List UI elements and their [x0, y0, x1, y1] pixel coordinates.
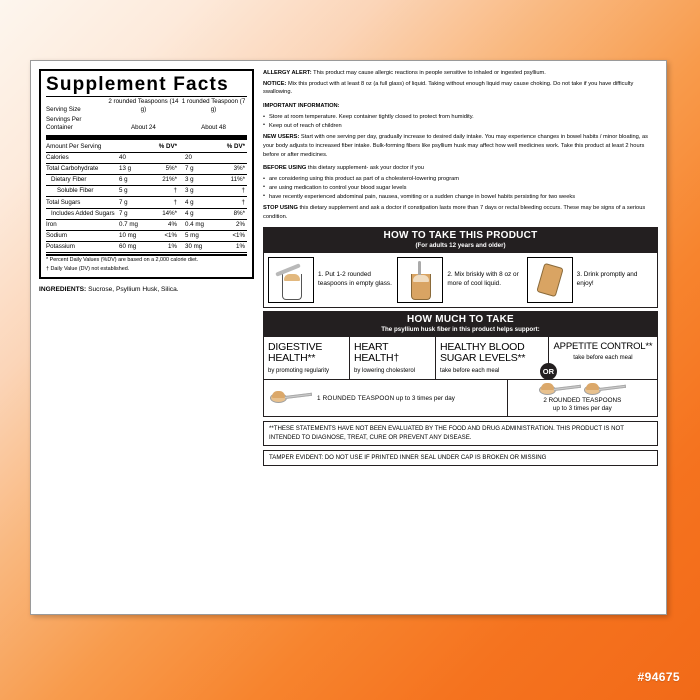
nutrient-dv-col1: 1%: [151, 241, 181, 252]
dv-header-2: % DV*: [217, 142, 247, 153]
step-1: [268, 257, 394, 303]
product-id: #94675: [637, 670, 680, 684]
servings-per-container-label: Servings Per Container: [46, 116, 82, 131]
benefit-2-title: HEALTHY BLOOD SUGAR LEVELS**: [439, 340, 526, 365]
double-spoon-icon: [539, 384, 626, 396]
right-column: [263, 69, 658, 606]
allergy-alert: [263, 69, 658, 78]
table-row: [46, 197, 247, 208]
table-row: [46, 152, 247, 163]
nutrient-amount-col2: 3 g: [181, 186, 217, 197]
notice-body: Mix this product with at least 8 oz (a full glass) of liquid. Taking without enough liquid may cause choking. Do not take if you have difficulty swallowing.: [263, 80, 634, 96]
spoon-icon: [270, 392, 312, 404]
new-users-head: NEW USERS:: [263, 134, 300, 141]
ingredients-line: [39, 286, 254, 293]
benefits-row: [263, 337, 658, 381]
serving-size-label: Serving Size: [46, 105, 81, 113]
step-3: [527, 257, 653, 303]
allergy-alert-head: ALLERGY ALERT:: [263, 70, 312, 76]
serving-size-col2: 1 rounded Teaspoon (7 g): [181, 98, 246, 113]
nutrient-dv-col2: [217, 152, 247, 163]
nutrient-dv-col2: 3%*: [217, 164, 247, 175]
benefit-0-sub: by promoting regularity: [268, 367, 330, 374]
nutrient-amount-col1: 6 g: [115, 175, 151, 186]
spoon-icon: [584, 384, 626, 396]
table-row: [46, 241, 247, 252]
dosage-single-rest: up to 3 times per day: [394, 394, 455, 402]
nutrient-name: Total Carbohydrate: [46, 164, 115, 175]
nutrient-dv-col1: 21%*: [151, 175, 181, 186]
benefit-healthy-blood-sugar: [436, 337, 555, 380]
table-row: [46, 164, 247, 175]
benefit-1-sub: by lowering cholesterol: [353, 367, 416, 374]
table-header-row: [46, 142, 247, 153]
dosage-single: [264, 380, 508, 416]
step-1-illustration-icon: [268, 257, 314, 303]
tamper-evident-notice: TAMPER EVIDENT: DO NOT USE IF PRINTED INNER SEAL UNDER CAP IS BROKEN OR MISSING: [263, 450, 658, 466]
supplement-label: [30, 60, 667, 615]
warnings-block: [263, 69, 658, 224]
nutrient-name: Sodium: [46, 230, 115, 241]
nutrition-table: [46, 142, 247, 253]
benefit-3-title: APPETITE CONTROL**: [553, 340, 653, 352]
important-information-bullet: • Keep out of reach of children: [263, 122, 658, 131]
step-2-text: 2. Mix briskly with 8 oz or more of cool liquid.: [447, 271, 519, 287]
nutrient-dv-col1: 5%*: [151, 164, 181, 175]
new-users: [263, 133, 658, 159]
important-information-bullet: • Store at room temperature. Keep container tightly closed to protect from humidity.: [263, 113, 658, 122]
nutrient-name: Dietary Fiber: [46, 175, 115, 186]
nutrient-amount-col2: 20: [181, 152, 217, 163]
nutrient-dv-col1: †: [151, 186, 181, 197]
nutrient-amount-col2: 3 g: [181, 175, 217, 186]
left-column: [39, 69, 254, 606]
nutrient-amount-col2: 0.4 mg: [181, 219, 217, 230]
table-row: [46, 186, 247, 197]
benefit-2-sub: take before each meal: [439, 367, 500, 374]
benefit-1-title: HEART HEALTH†: [353, 340, 400, 365]
serving-size-col1: 2 rounded Teaspoons (14 g): [108, 98, 179, 113]
how-much-to-take-subtitle: The psyllium husk fiber in this product helps support:: [381, 325, 540, 333]
nutrient-dv-col1: <1%: [151, 230, 181, 241]
dosage-row: [263, 380, 658, 417]
stop-using-head: STOP USING: [263, 205, 298, 212]
nutrient-amount-col1: 7 g: [115, 208, 151, 219]
nutrient-amount-col2: 7 g: [181, 164, 217, 175]
step-1-text: 1. Put 1-2 rounded teaspoons in empty glass.: [318, 271, 392, 287]
how-to-take-header: [263, 227, 658, 253]
step-3-text: 3. Drink promptly and enjoy!: [576, 271, 638, 287]
dosage-single-strong: 1 ROUNDED TEASPOON: [317, 394, 395, 402]
allergy-alert-body: This product may cause allergic reactions in people sensitive to inhaled or ingested psyllium.: [311, 70, 546, 76]
benefit-appetite-control: [549, 337, 657, 380]
how-much-to-take-header: [263, 311, 658, 337]
dosage-double-line2: up to 3 times per day: [552, 405, 612, 413]
new-users-body: Start with one serving per day, gradually increase to desired daily intake. You may experience changes in bowel habits / minor bloating, as your body adjusts to increased fiber intake. Bulk-forming fibers like psyllium husk may affect how well medicines work. Take this product at least 2 hours before or after medicines.: [263, 134, 648, 158]
dv-header-1: % DV*: [151, 142, 181, 153]
important-information-head: IMPORTANT INFORMATION:: [263, 103, 340, 110]
nutrient-dv-col2: †: [217, 186, 247, 197]
nutrient-dv-col2: †: [217, 197, 247, 208]
benefit-digestive-health: [264, 337, 350, 380]
table-row: [46, 208, 247, 219]
nutrient-amount-col2: 4 g: [181, 197, 217, 208]
nutrient-dv-col1: 4%: [151, 219, 181, 230]
dosage-double-line1: 2 ROUNDED TEASPOONS: [543, 397, 622, 405]
table-row: [46, 230, 247, 241]
footnote-dv: * Percent Daily Values (%DV) are based on a 2,000 calorie diet.: [46, 257, 199, 263]
before-using-bullets: [263, 175, 658, 201]
nutrient-name: Potassium: [46, 241, 115, 252]
important-information-bullets: [263, 113, 658, 130]
supplement-facts-title: Supplement Facts: [46, 74, 229, 95]
nutrient-name: Total Sugars: [46, 197, 115, 208]
nutrient-name: Includes Added Sugars: [46, 208, 115, 219]
nutrient-dv-col1: [151, 152, 181, 163]
nutrient-name: Soluble Fiber: [46, 186, 115, 197]
servings-col1: About 24: [131, 123, 156, 131]
before-using-bullet: • have recently experienced abdominal pain, nausea, vomiting or a sudden change in bowel habits persisting for two weeks: [263, 193, 658, 202]
nutrient-amount-col2: 5 mg: [181, 230, 217, 241]
step-2: [397, 257, 523, 303]
nutrient-dv-col2: 2%: [217, 219, 247, 230]
spoon-icon: [539, 384, 581, 396]
dosage-double: [508, 380, 657, 416]
how-to-take-title: HOW TO TAKE THIS PRODUCT: [383, 229, 538, 241]
before-using: [263, 164, 658, 173]
nutrient-dv-col2: 11%*: [217, 175, 247, 186]
nutrient-amount-col1: 13 g: [115, 164, 151, 175]
how-to-take-subtitle: (For adults 12 years and older): [415, 241, 506, 249]
how-to-take-steps: [263, 253, 658, 308]
serving-info-table: [46, 97, 247, 133]
nutrient-dv-col1: †: [151, 197, 181, 208]
benefit-0-title: DIGESTIVE HEALTH**: [268, 340, 323, 365]
before-using-head: BEFORE USING: [263, 165, 307, 172]
supplement-facts-panel: [39, 69, 254, 279]
notice-head: NOTICE:: [263, 80, 287, 87]
nutrient-amount-col1: 40: [115, 152, 151, 163]
nutrient-amount-col2: 4 g: [181, 208, 217, 219]
dosage-single-text: [317, 395, 455, 402]
table-row: [46, 175, 247, 186]
fda-disclaimer: **THESE STATEMENTS HAVE NOT BEEN EVALUATED BY THE FOOD AND DRUG ADMINISTRATION. THIS PRODUCT IS NOT INTENDED TO DIAGNOSE, TREAT, CURE OR PREVENT ANY DISEASE.: [263, 421, 658, 445]
nutrient-dv-col1: 14%*: [151, 208, 181, 219]
step-3-illustration-icon: [527, 257, 573, 303]
footnote-dagger: † Daily Value (DV) not established.: [46, 265, 130, 272]
notice: [263, 80, 658, 97]
nutrient-dv-col2: <1%: [217, 230, 247, 241]
ingredients-label: INGREDIENTS:: [39, 285, 87, 293]
how-much-to-take-title: HOW MUCH TO TAKE: [407, 313, 514, 325]
before-using-bullet: • are considering using this product as part of a cholesterol-lowering program: [263, 175, 658, 184]
stop-using-body: this dietary supplement and ask a doctor if constipation lasts more than 7 days or rectal bleeding occurs. These may be signs of a serious condition.: [263, 205, 646, 220]
nutrient-name: Iron: [46, 219, 115, 230]
step-2-illustration-icon: [397, 257, 443, 303]
ingredients-value: Sucrose, Psyllium Husk, Silica.: [86, 285, 179, 293]
nutrient-amount-col1: 60 mg: [115, 241, 151, 252]
benefit-3-sub: take before each meal: [573, 354, 633, 361]
servings-col2: About 48: [201, 123, 226, 131]
nutrient-amount-col1: 0.7 mg: [115, 219, 151, 230]
amount-per-serving-label: Amount Per Serving: [46, 142, 115, 153]
benefit-heart-health: [350, 337, 436, 380]
before-using-body: this dietary supplement- ask your doctor if you: [306, 165, 424, 172]
stop-using: [263, 204, 658, 221]
before-using-bullet: • are using medication to control your blood sugar levels: [263, 184, 658, 193]
nutrient-name: Calories: [46, 152, 115, 163]
table-row: [46, 219, 247, 230]
nutrient-amount-col1: 5 g: [115, 186, 151, 197]
nutrient-amount-col1: 10 mg: [115, 230, 151, 241]
nutrient-amount-col2: 30 mg: [181, 241, 217, 252]
nutrient-dv-col2: 8%*: [217, 208, 247, 219]
nutrient-amount-col1: 7 g: [115, 197, 151, 208]
or-badge: OR: [540, 363, 557, 380]
nutrient-dv-col2: 1%: [217, 241, 247, 252]
